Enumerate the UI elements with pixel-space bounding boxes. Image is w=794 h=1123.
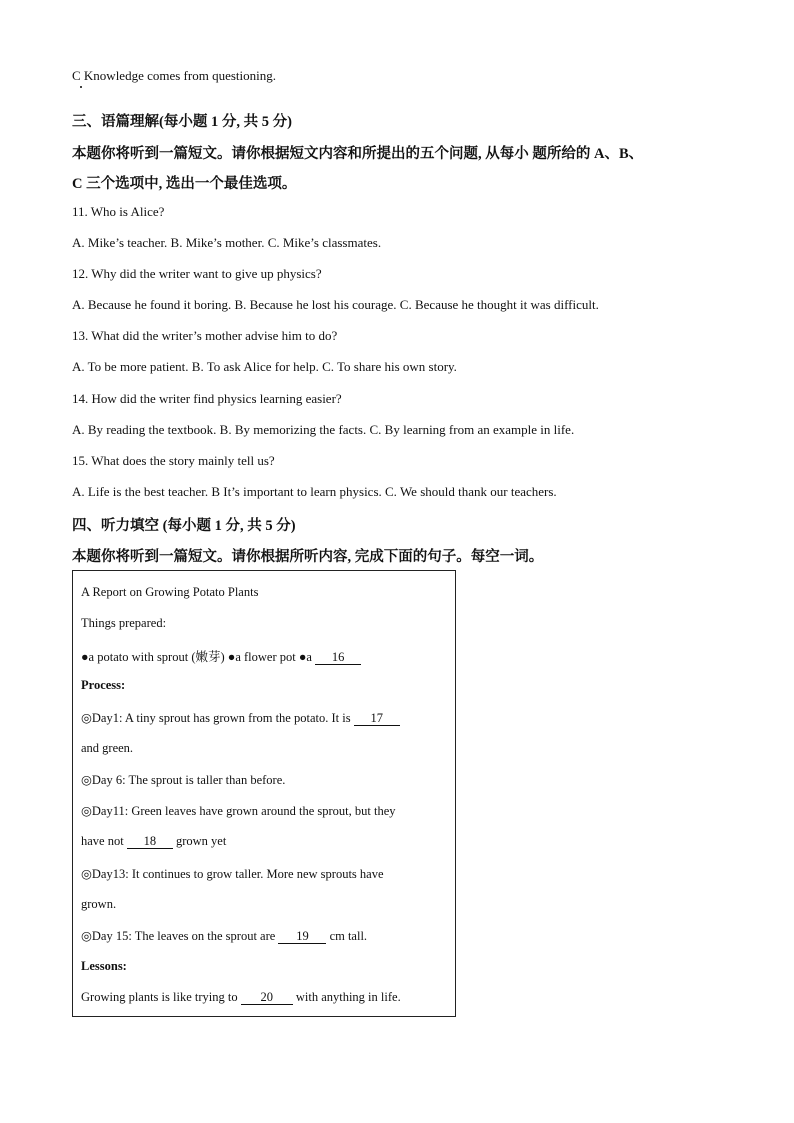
day1-text: ◎Day1: A tiny sprout has grown from the potato. It is	[81, 711, 354, 725]
question-14-options: A. By reading the textbook. B. By memorizing the facts. C. By learning from an example in life.	[72, 422, 575, 437]
day15-line	[81, 928, 367, 944]
day13-line: ◎Day13: It continues to grow taller. More new sprouts have	[81, 867, 384, 881]
day1-continued: and green.	[81, 741, 134, 755]
day11-continued	[81, 834, 226, 849]
day11-text-b: grown yet	[172, 834, 227, 848]
day15-text-a: ◎Day 15: The leaves on the sprout are	[81, 929, 279, 943]
blank-18[interactable]: 18	[127, 834, 173, 849]
lessons-label: Lessons:	[81, 959, 127, 973]
day11-text-a: have not	[81, 834, 127, 848]
blank-16[interactable]: 16	[315, 650, 361, 665]
process-label: Process:	[81, 678, 126, 692]
lesson-text-a: Growing plants is like trying to	[81, 990, 241, 1004]
question-11-options: A. Mike’s teacher. B. Mike’s mother. C. Mike’s classmates.	[72, 235, 382, 250]
option-c-line: C Knowledge comes from questioning.	[72, 68, 276, 83]
report-title: A Report on Growing Potato Plants	[81, 585, 259, 599]
day11-line: ◎Day11: Green leaves have grown around the sprout, but they	[81, 804, 396, 818]
things-prepared-line	[81, 647, 361, 665]
question-15: 15. What does the story mainly tell us?	[72, 453, 275, 468]
question-15-options: A. Life is the best teacher. B It’s important to learn physics. C. We should thank our teachers.	[72, 484, 557, 499]
question-14: 14. How did the writer find physics learning easier?	[72, 391, 342, 406]
lesson-text-b: with anything in life.	[292, 990, 401, 1004]
day15-text-b: cm tall.	[326, 929, 368, 943]
things-prepared-text: ●a potato with sprout (嫩芽) ●a flower pot ●a	[81, 650, 316, 664]
question-12-options: A. Because he found it boring. B. Because he lost his courage. C. Because he thought it was difficult.	[72, 297, 599, 312]
question-13: 13. What did the writer’s mother advise him to do?	[72, 328, 338, 343]
question-11: 11. Who is Alice?	[72, 204, 165, 219]
section3-instruction-2: C 三个选项中, 选出一个最佳选项。	[72, 176, 297, 192]
day6-line: ◎Day 6: The sprout is taller than before.	[81, 773, 286, 787]
day1-line	[81, 710, 400, 726]
report-box	[72, 570, 456, 1017]
section3-heading: 三、语篇理解(每小题 1 分, 共 5 分)	[72, 114, 292, 130]
section4-heading: 四、听力填空 (每小题 1 分, 共 5 分)	[72, 518, 296, 534]
section3-instruction-1: 本题你将听到一篇短文。请你根据短文内容和所提出的五个问题, 从每小 题所给的 A、B、	[72, 146, 644, 162]
blank-20[interactable]: 20	[241, 990, 293, 1005]
things-prepared-label: Things prepared:	[81, 616, 167, 630]
day13-continued: grown.	[81, 897, 117, 911]
blank-17[interactable]: 17	[354, 711, 400, 726]
section4-instruction: 本题你将听到一篇短文。请你根据所听内容, 完成下面的句子。每空一词。	[72, 549, 544, 565]
blank-19[interactable]: 19	[278, 929, 326, 944]
question-12: 12. Why did the writer want to give up physics?	[72, 266, 322, 281]
stray-dot	[80, 86, 82, 88]
lesson-line	[81, 990, 401, 1005]
question-13-options: A. To be more patient. B. To ask Alice for help. C. To share his own story.	[72, 359, 457, 374]
